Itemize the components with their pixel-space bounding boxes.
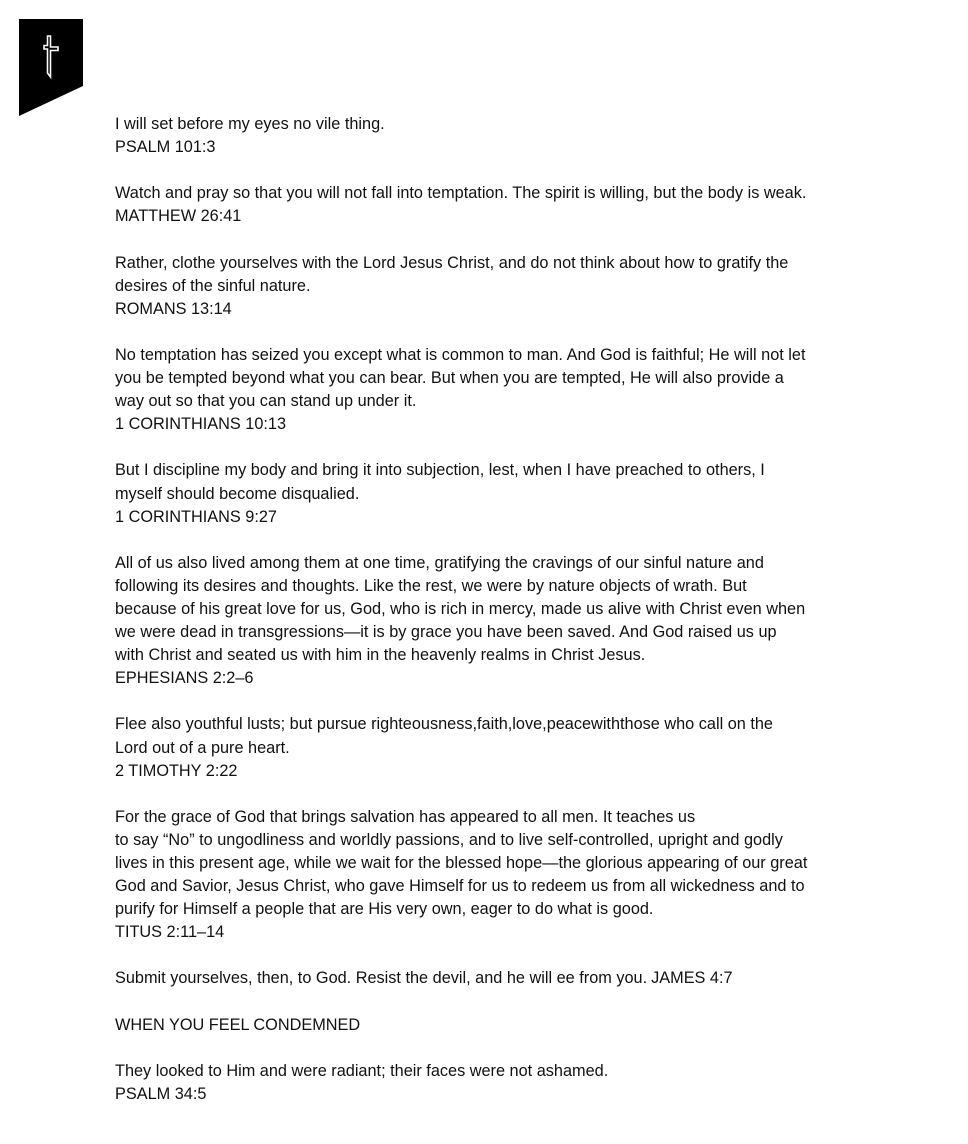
scripture-entry (115, 182, 875, 228)
verse-reference: MATTHEW 26:41 (115, 207, 242, 226)
verse-line: For the grace of God that brings salvation has appeared to all men. It teaches us (115, 807, 696, 826)
verse-line: Watch and pray so that you will not fall into temptation. The spirit is willing, but the body is weak. (115, 184, 807, 203)
verse-line: myself should become disqualied. (115, 484, 360, 503)
verse-reference: 1 CORINTHIANS 10:13 (115, 415, 287, 434)
scripture-entry (115, 552, 875, 691)
verse-reference: PSALM 101:3 (115, 138, 216, 157)
verse-reference: 2 TIMOTHY 2:22 (115, 761, 238, 780)
verse-line: Rather, clothe yourselves with the Lord Jesus Christ, and do not think about how to gratify the (115, 253, 789, 272)
verse-line: lives in this present age, while we wait for the blessed hope—the glorious appearing of our great (115, 854, 808, 872)
verse-line: way out so that you can stand up under it. (115, 392, 417, 411)
verse-line: They looked to Him and were radiant; their faces were not ashamed. (115, 1061, 609, 1080)
verse-line: you be tempted beyond what you can bear. But when you are tempted, He will also provide a (115, 369, 784, 388)
verse-line: with Christ and seated us with him in the heavenly realms in Christ Jesus. (115, 646, 646, 665)
scripture-list (115, 113, 875, 1129)
verse-reference: JAMES 4:7 (651, 969, 733, 988)
verse-line: No temptation has seized you except what is common to man. And God is faithful; He will not let (115, 345, 806, 364)
verse-line: because of his great love for us, God, who is rich in mercy, made us alive with Christ even when (115, 599, 806, 618)
verse-reference: ROMANS 13:14 (115, 299, 232, 318)
logo-shape (19, 19, 83, 116)
verse-line: But I discipline my body and bring it into subjection, lest, when I have preached to others, I (115, 461, 765, 480)
scripture-entry (115, 459, 875, 528)
verse-line: All of us also lived among them at one time, gratifying the cravings of our sinful nature and (115, 553, 764, 572)
logo-badge (19, 19, 83, 116)
verse-reference: PSALM 34:5 (115, 1084, 207, 1103)
verse-line: God and Savior, Jesus Christ, who gave Himself for us to redeem us from all wickedness and to (115, 877, 805, 896)
scripture-entry (115, 1060, 875, 1106)
verse-line: Lord out of a pure heart. (115, 738, 290, 757)
verse-line: to say “No” to ungodliness and worldly passions, and to live self-controlled, upright and godly (115, 830, 783, 849)
scripture-entry (115, 806, 875, 945)
scripture-entry (115, 252, 875, 321)
verse-line: Flee also youthful lusts; but pursue righteousness,faith,love,peacewiththose who call on the (115, 715, 773, 734)
section-heading: WHEN YOU FEEL CONDEMNED (115, 1015, 361, 1034)
verse-line-inline (115, 967, 875, 990)
verse-line: following its desires and thoughts. Like the rest, we were by nature objects of wrath. But (115, 576, 747, 595)
scripture-entry (115, 344, 875, 436)
verse-line: purify for Himself a people that are His very own, eager to do what is good. (115, 900, 654, 919)
verse-reference: TITUS 2:11–14 (115, 923, 225, 942)
verse-text: Submit yourselves, then, to God. Resist the devil, and he will ee from you. (115, 969, 648, 988)
verse-line: we were dead in transgressions—it is by grace you have been saved. And God raised us up (115, 623, 777, 642)
scripture-entry (115, 713, 875, 782)
verse-line: desires of the sinful nature. (115, 276, 311, 295)
verse-reference: EPHESIANS 2:2–6 (115, 669, 254, 688)
verse-reference: 1 CORINTHIANS 9:27 (115, 507, 277, 526)
scripture-entry (115, 113, 875, 159)
verse-line: I will set before my eyes no vile thing. (115, 115, 385, 133)
scripture-entry (115, 967, 875, 990)
